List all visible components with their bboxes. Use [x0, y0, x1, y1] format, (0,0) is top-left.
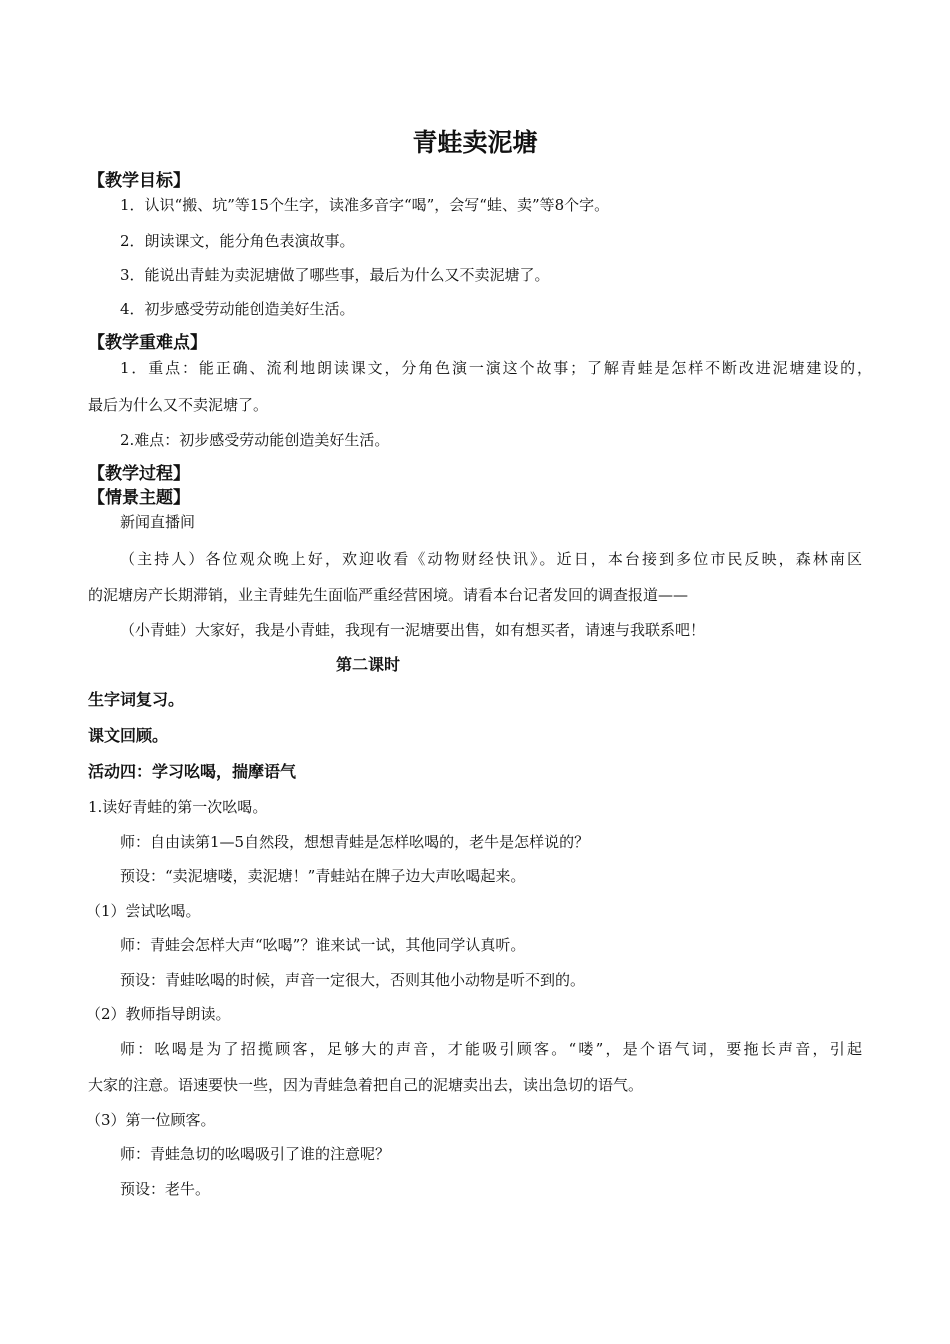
objective-item: 4．初步感受劳动能创造美好生活。	[120, 300, 355, 318]
objective-item: 3．能说出青蛙为卖泥塘做了哪些事，最后为什么又不卖泥塘了。	[120, 266, 550, 284]
key-point-line: 1．重点：能正确、流利地朗读课文，分角色演一演这个故事；了解青蛙是怎样不断改进泥塘建设的，	[120, 359, 872, 377]
body-line: 大家的注意。语速要快一些，因为青蛙急着把自己的泥塘卖出去，读出急切的语气。	[88, 1076, 644, 1094]
body-line: 1.读好青蛙的第一次吆喝。	[88, 798, 268, 816]
scene-line: 的泥塘房产长期滞销，业主青蛙先生面临严重经营困境。请看本台记者发回的调查报道——	[88, 586, 689, 604]
body-line: 预设：“卖泥塘喽，卖泥塘！”青蛙站在牌子边大声吆喝起来。	[120, 867, 526, 885]
key-points-heading: 【教学重难点】	[88, 333, 207, 353]
objective-item: 1．认识“搬、坑”等15个生字，读准多音字“喝”，会写“蛙、卖”等8个字。	[120, 196, 610, 214]
body-line: 师：青蛙会怎样大声“吆喝”？谁来试一试，其他同学认真听。	[120, 936, 526, 954]
body-line: 预设：青蛙吆喝的时候，声音一定很大，否则其他小动物是听不到的。	[120, 971, 586, 989]
body-line: （1）尝试吆喝。	[86, 902, 201, 920]
scene-line: （主持人）各位观众晚上好，欢迎收看《动物财经快讯》。近日，本台接到多位市民反映，森林南区	[120, 550, 862, 568]
body-line: 师：自由读第1—5自然段，想想青蛙是怎样吆喝的，老牛是怎样说的？	[120, 833, 590, 851]
section-heading: 生字词复习。	[88, 690, 185, 709]
scene-heading: 【情景主题】	[88, 488, 190, 508]
body-line: 师：青蛙急切的吆喝吸引了谁的注意呢？	[120, 1145, 391, 1163]
key-point-line: 2.难点：初步感受劳动能创造美好生活。	[120, 431, 390, 449]
body-line: 师：吆喝是为了招揽顾客，足够大的声音，才能吸引顾客。“喽”，是个语气词，要拖长声音，引起	[120, 1040, 862, 1058]
scene-line: （小青蛙）大家好，我是小青蛙，我现有一泥塘要出售，如有想买者，请速与我联系吧！	[120, 621, 706, 639]
objectives-heading: 【教学目标】	[88, 171, 190, 191]
lesson-heading: 第二课时	[336, 655, 401, 674]
key-point-line: 最后为什么又不卖泥塘了。	[88, 396, 269, 414]
section-heading: 课文回顾。	[88, 726, 169, 745]
body-line: （3）第一位顾客。	[86, 1111, 216, 1129]
activity-heading: 活动四：学习吆喝，揣摩语气	[88, 762, 297, 781]
page-title: 青蛙卖泥塘	[412, 128, 538, 157]
objective-item: 2．朗读课文，能分角色表演故事。	[120, 232, 355, 250]
scene-subtitle: 新闻直播间	[120, 513, 196, 531]
process-heading: 【教学过程】	[88, 464, 190, 484]
body-line: 预设：老牛。	[120, 1180, 211, 1198]
body-line: （2）教师指导朗读。	[86, 1005, 231, 1023]
